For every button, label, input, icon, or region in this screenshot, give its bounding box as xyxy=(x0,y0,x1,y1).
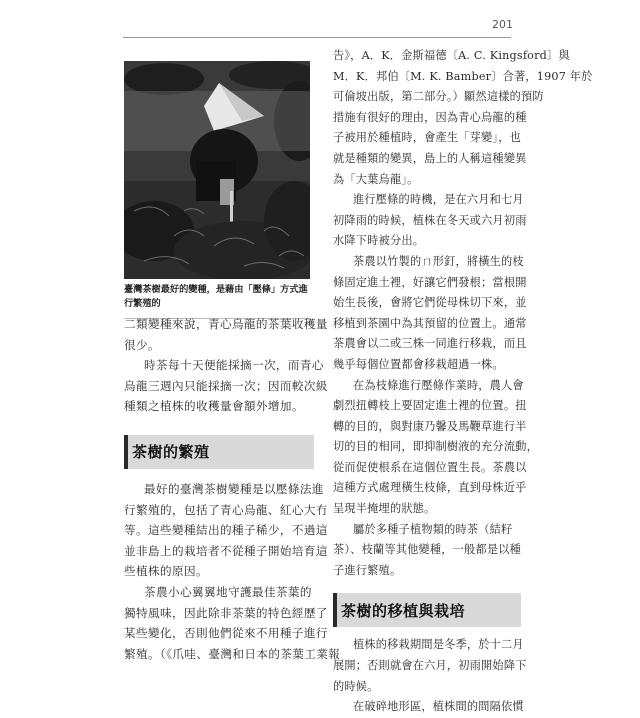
text-line: M．K．邦伯〔M. K. Bamber〕合著，1907 年於 xyxy=(333,69,593,83)
text-line: 轉的目的，與對康乃馨及馬鞭草進行半 xyxy=(333,419,527,433)
paragraph xyxy=(333,376,538,520)
text-line: 繁殖。（《爪哇、臺灣和日本的茶葉工業報 xyxy=(124,646,341,661)
paragraph xyxy=(333,252,527,376)
text-line: 茶農小心翼翼地守護最佳茶葉的 xyxy=(144,584,312,599)
text-line: 植株的移栽期間是冬季，於十二月 xyxy=(353,638,524,652)
text-line: 茶）、枝蘭等其他變種，一般都是以種 xyxy=(333,543,521,557)
text-line: 劇烈扭轉枝上要固定進土裡的位置。扭 xyxy=(333,399,527,413)
text-line: 就是種類的變異，島上的人稱這種變異 xyxy=(333,151,527,165)
text-line: 初降雨的時候，植株在冬天或六月初雨 xyxy=(333,213,527,227)
section-heading-text: 茶樹的繁殖 xyxy=(132,443,210,462)
text-line: 並非島上的栽培者不從種子開始培育這 xyxy=(124,543,328,558)
paragraph xyxy=(333,46,593,190)
paragraph xyxy=(124,355,328,417)
text-line: 烏龍三週內只能採摘一次；因而較次級 xyxy=(124,378,328,393)
paragraph xyxy=(124,479,328,582)
text-line: 很少。 xyxy=(124,337,160,352)
farmer-photo xyxy=(124,61,310,279)
text-line: 在為枝條進行壓條作業時，農人會 xyxy=(353,378,524,392)
text-line: 種類之植株的收穫量會額外增加。 xyxy=(124,399,304,414)
text-line: 可倫坡出版，第二部分。）顯然這樣的預防 xyxy=(333,90,544,104)
text-line: 子被用於種植時，會產生「芽變」，也 xyxy=(333,131,521,145)
paragraph xyxy=(333,635,527,697)
text-line: 獨特風味，因此除非茶葉的特色經歷了 xyxy=(124,605,328,620)
figure-caption xyxy=(124,283,312,311)
text-line: 從而促使根系在這個位置生長。茶農以 xyxy=(333,460,527,474)
text-line: 屬於多種子植物類的時茶（結籽 xyxy=(353,522,513,536)
text-line: 茶農會以二或三株一同進行移栽，而且 xyxy=(333,337,527,351)
text-line: 措施有很好的理由，因為青心烏龍的種 xyxy=(333,110,527,124)
text-line: 幾乎每個位置都會移栽超過一株。 xyxy=(333,357,504,371)
header-rule xyxy=(123,37,511,38)
left-column xyxy=(124,314,341,664)
text-line: 某些變化，否則他們從來不用種子進行 xyxy=(124,626,328,641)
section-heading-propagation xyxy=(124,435,314,469)
right-column xyxy=(333,46,593,718)
text-line: 些植株的原因。 xyxy=(124,564,208,579)
text-line: 茶農以竹製的ㄇ形釘，將橫生的枝 xyxy=(353,254,524,268)
section-heading-text: 茶樹的移植與栽培 xyxy=(341,601,466,620)
text-line: 條固定進土裡，好讓它們發根；當根開 xyxy=(333,275,527,289)
text-line: 在破碎地形區，植株間的間隔依慣 xyxy=(353,700,524,714)
caption-line: 臺灣茶樹最好的變種，是藉由「壓條」方式進 xyxy=(124,284,308,295)
text-line: 告》，A．K．金斯福德〔A. C. Kingsford〕與 xyxy=(333,49,570,62)
text-line: 為「大葉烏龍」。 xyxy=(333,172,419,186)
text-line: 呈現半掩埋的狀態。 xyxy=(333,502,436,516)
section-heading-transplanting xyxy=(333,593,521,627)
text-line: 切的目的相同，即抑制樹液的充分流動， xyxy=(333,440,538,454)
paragraph xyxy=(124,314,328,355)
text-line: 等。這些變種結出的種子稀少，不過這 xyxy=(124,523,328,538)
text-line: 時茶每十天便能採摘一次，而青心 xyxy=(144,358,324,373)
text-line: 二類變種來說，青心烏龍的茶葉收穫量 xyxy=(124,317,328,331)
paragraph xyxy=(333,520,519,582)
caption-line: 行繁殖的 xyxy=(124,298,161,309)
text-line: 的時候。 xyxy=(333,679,379,693)
text-line: 始生長後，會將它們從母株切下來，並 xyxy=(333,296,527,310)
text-line: 最好的臺灣茶樹變種是以壓條法進 xyxy=(144,481,324,496)
text-line: 水降下時被分出。 xyxy=(333,234,425,248)
text-line: 展開；否則就會在六月，初雨開始降下 xyxy=(333,659,527,673)
page-number: 201 xyxy=(492,18,513,31)
text-line: 進行壓條的時機，是在六月和七月 xyxy=(353,193,524,207)
paragraph xyxy=(333,190,527,252)
text-line: 移植到茶園中為其預留的位置上。通常 xyxy=(333,316,527,330)
paragraph xyxy=(124,582,341,664)
text-line: 子進行繁殖。 xyxy=(333,563,402,577)
text-line: 這種方式處理橫生枝條，直到母株近乎 xyxy=(333,481,527,495)
text-line: 行繁殖的，包括了青心烏龍、紅心大冇 xyxy=(124,502,328,517)
paragraph xyxy=(333,697,524,718)
